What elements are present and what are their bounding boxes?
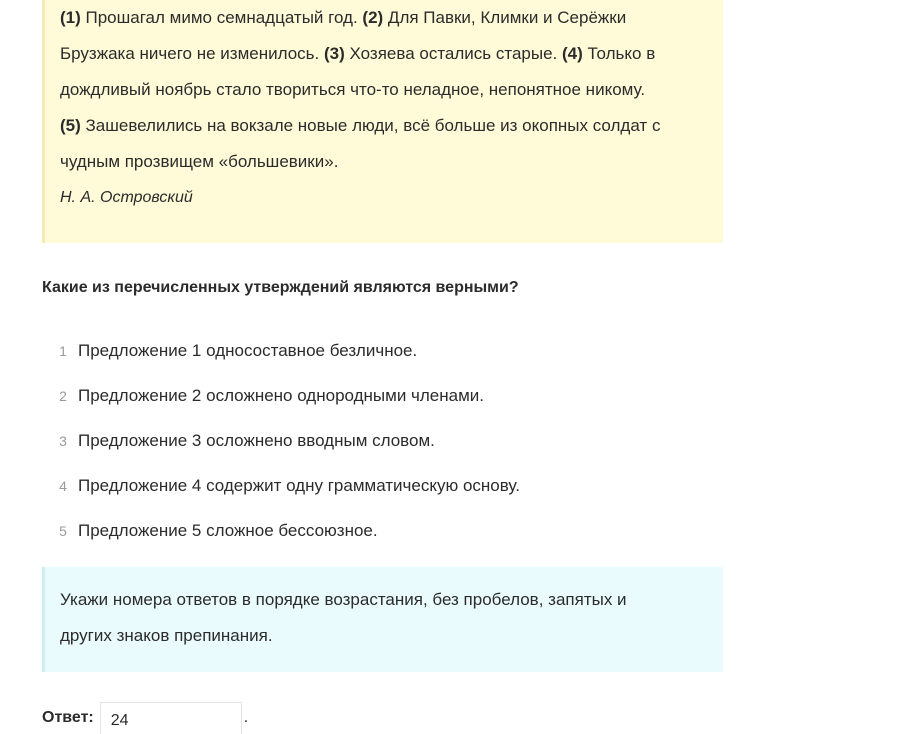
sentence-number: (3) xyxy=(323,44,345,63)
options-list xyxy=(42,328,520,553)
option-number: 4 xyxy=(59,477,67,494)
passage-author: Н. А. Островский xyxy=(60,189,193,206)
answer-label: Ответ: xyxy=(42,709,94,726)
sentence-number: (4) xyxy=(562,44,583,63)
option-item-3 xyxy=(42,418,520,463)
sentence-text: Хозяева остались старые. xyxy=(344,44,562,63)
option-number: 2 xyxy=(59,387,67,404)
sentence-text: Зашевелились на вокзале новые люди, всё больше из окопных солдат с чудным прозвищем «большевики». xyxy=(60,116,661,171)
answer-row xyxy=(42,702,248,734)
option-text: Предложение 1 односоставное безличное. xyxy=(78,340,418,360)
hint-text: Укажи номера ответов в порядке возрастания, без пробелов, запятых и других знаков препинания. xyxy=(60,590,627,645)
passage-block xyxy=(42,0,723,243)
option-text: Предложение 2 осложнено однородными членами. xyxy=(78,385,485,405)
answer-input[interactable] xyxy=(100,702,242,734)
option-item-5 xyxy=(42,508,520,553)
question-title: Какие из перечисленных утверждений являются верными? xyxy=(42,279,519,296)
sentence-number: (1) xyxy=(60,8,81,27)
option-item-4 xyxy=(42,463,520,508)
sentence-text: Только в дождливый ноябрь стало твориться что-то неладное, непонятное никому. xyxy=(60,44,656,99)
sentence-number: (2) xyxy=(362,8,384,27)
option-item-2 xyxy=(42,373,520,418)
option-number: 3 xyxy=(59,432,67,449)
option-text: Предложение 4 содержит одну грамматическую основу. xyxy=(78,475,520,495)
option-number: 1 xyxy=(59,342,67,359)
hint-block xyxy=(42,567,723,672)
option-text: Предложение 5 сложное бессоюзное. xyxy=(78,520,378,540)
passage-text xyxy=(60,0,705,180)
answer-suffix: . xyxy=(243,709,249,726)
option-text: Предложение 3 осложнено вводным словом. xyxy=(78,430,435,450)
sentence-number: (5) xyxy=(60,116,81,135)
option-number: 5 xyxy=(59,522,67,539)
option-item-1 xyxy=(42,328,520,373)
sentence-text: Прошагал мимо семнадцатый год. xyxy=(80,8,363,27)
sentence-text: Для Павки, Климки и Серёжки Брузжака ничего не изменилось. xyxy=(60,8,627,63)
